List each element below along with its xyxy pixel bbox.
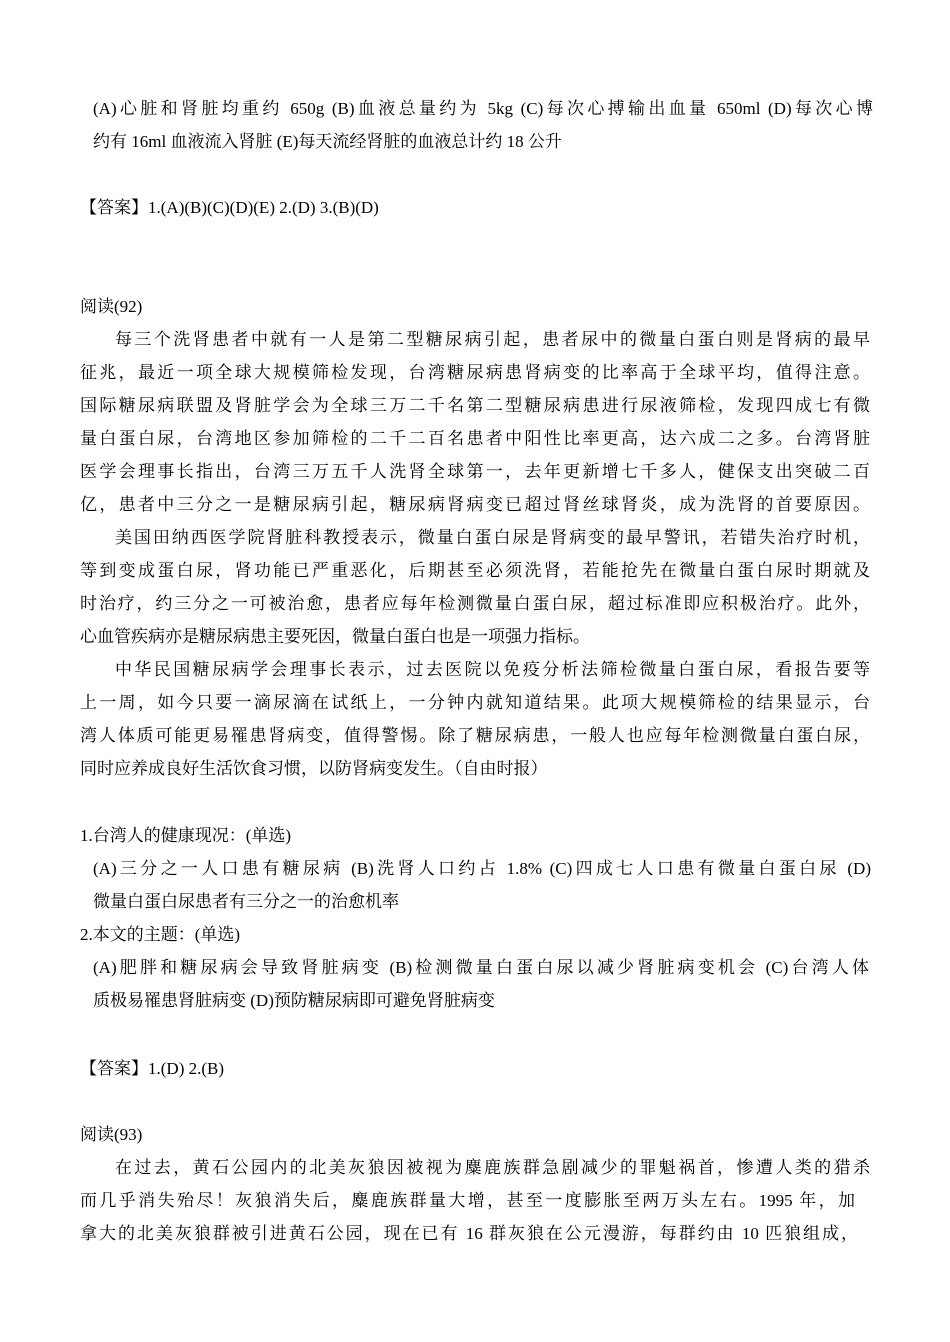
- passage-line: 同时应养成良好生活饮食习惯，以防肾病变发生。（自由时报）: [80, 759, 548, 778]
- reading-92-title: 阅读(92): [80, 297, 143, 316]
- passage-line: 国际糖尿病联盟及肾脏学会为全球三万二千名第二型糖尿病患进行尿液筛检，发现四成七有微: [80, 396, 870, 415]
- passage-line: 中华民国糖尿病学会理事长表示，过去医院以免疫分析法筛检微量白蛋白尿，看报告要等: [115, 660, 870, 679]
- prev-option-line: 约有 16ml 血液流入肾脏 (E)每天流经肾脏的血液总计约 18 公升: [93, 132, 562, 151]
- question-2-stem: 2.本文的主题：(单选): [80, 925, 241, 944]
- passage-line: 医学会理事长指出，台湾三万五千人洗肾全球第一，去年更新增七千多人，健保支出突破二百: [80, 462, 870, 481]
- passage-line: 等到变成蛋白尿，肾功能已严重恶化，后期甚至必须洗肾，若能抢先在微量白蛋白尿时期就及: [80, 561, 870, 580]
- reading-93-title: 阅读(93): [80, 1125, 143, 1144]
- passage-line: 湾人体质可能更易罹患肾病变，值得警惕。除了糖尿病患，一般人也应每年检测微量白蛋白尿，: [80, 726, 870, 745]
- question-2-options: (A)肥胖和糖尿病会导致肾脏病变 (B)检测微量白蛋白尿以减少肾脏病变机会 (C)台湾人体: [93, 958, 869, 977]
- passage-line: 亿，患者中三分之一是糖尿病引起，糖尿病肾病变已超过肾丝球肾炎，成为洗肾的首要原因。: [80, 495, 870, 514]
- passage-line: 时治疗，约三分之一可被治愈，患者应每年检测微量白蛋白尿，超过标准即应积极治疗。此外，: [80, 594, 870, 613]
- passage-line: 而几乎消失殆尽！灰狼消失后，麋鹿族群量大增，甚至一度膨胀至两万头左右。1995 年，加: [80, 1191, 855, 1210]
- question-1-options: (A)三分之一人口患有糖尿病 (B)洗肾人口约占 1.8% (C)四成七人口患有微量白蛋白尿 (D): [93, 859, 871, 878]
- passage-line: 在过去，黄石公园内的北美灰狼因被视为麋鹿族群急剧减少的罪魁祸首，惨遭人类的猎杀: [115, 1158, 870, 1177]
- passage-line: 拿大的北美灰狼群被引进黄石公园，现在已有 16 群灰狼在公元漫游，每群约由 10 匹狼组成，: [80, 1224, 858, 1243]
- question-2-options: 质极易罹患肾脏病变 (D)预防糖尿病即可避免肾脏病变: [93, 991, 495, 1010]
- passage-line: 量白蛋白尿，台湾地区参加筛检的二千二百名患者中阳性比率更高，达六成二之多。台湾肾脏: [80, 429, 870, 448]
- passage-line: 征兆，最近一项全球大规模筛检发现，台湾糖尿病患肾病变的比率高于全球平均，值得注意。: [80, 363, 870, 382]
- passage-line: 每三个洗肾患者中就有一人是第二型糖尿病引起，患者尿中的微量白蛋白则是肾病的最早: [115, 330, 870, 349]
- prev-option-line: (A)心脏和肾脏均重约 650g (B)血液总量约为 5kg (C)每次心搏输出血量 650ml (D)每次心博: [93, 99, 873, 118]
- question-1-stem: 1.台湾人的健康现况：(单选): [80, 826, 292, 845]
- passage-line: 心血管疾病亦是糖尿病患主要死因，微量白蛋白也是一项强力指标。: [80, 627, 590, 646]
- passage-line: 美国田纳西医学院肾脏科教授表示，微量白蛋白尿是肾病变的最早警讯，若错失治疗时机，: [115, 528, 870, 547]
- prev-answer: 【答案】1.(A)(B)(C)(D)(E) 2.(D) 3.(B)(D): [80, 198, 379, 217]
- passage-line: 上一周，如今只要一滴尿滴在试纸上，一分钟内就知道结果。此项大规模筛检的结果显示，台: [80, 693, 870, 712]
- reading-92-answer: 【答案】1.(D) 2.(B): [80, 1059, 225, 1078]
- question-1-options: 微量白蛋白尿患者有三分之一的治愈机率: [93, 892, 399, 911]
